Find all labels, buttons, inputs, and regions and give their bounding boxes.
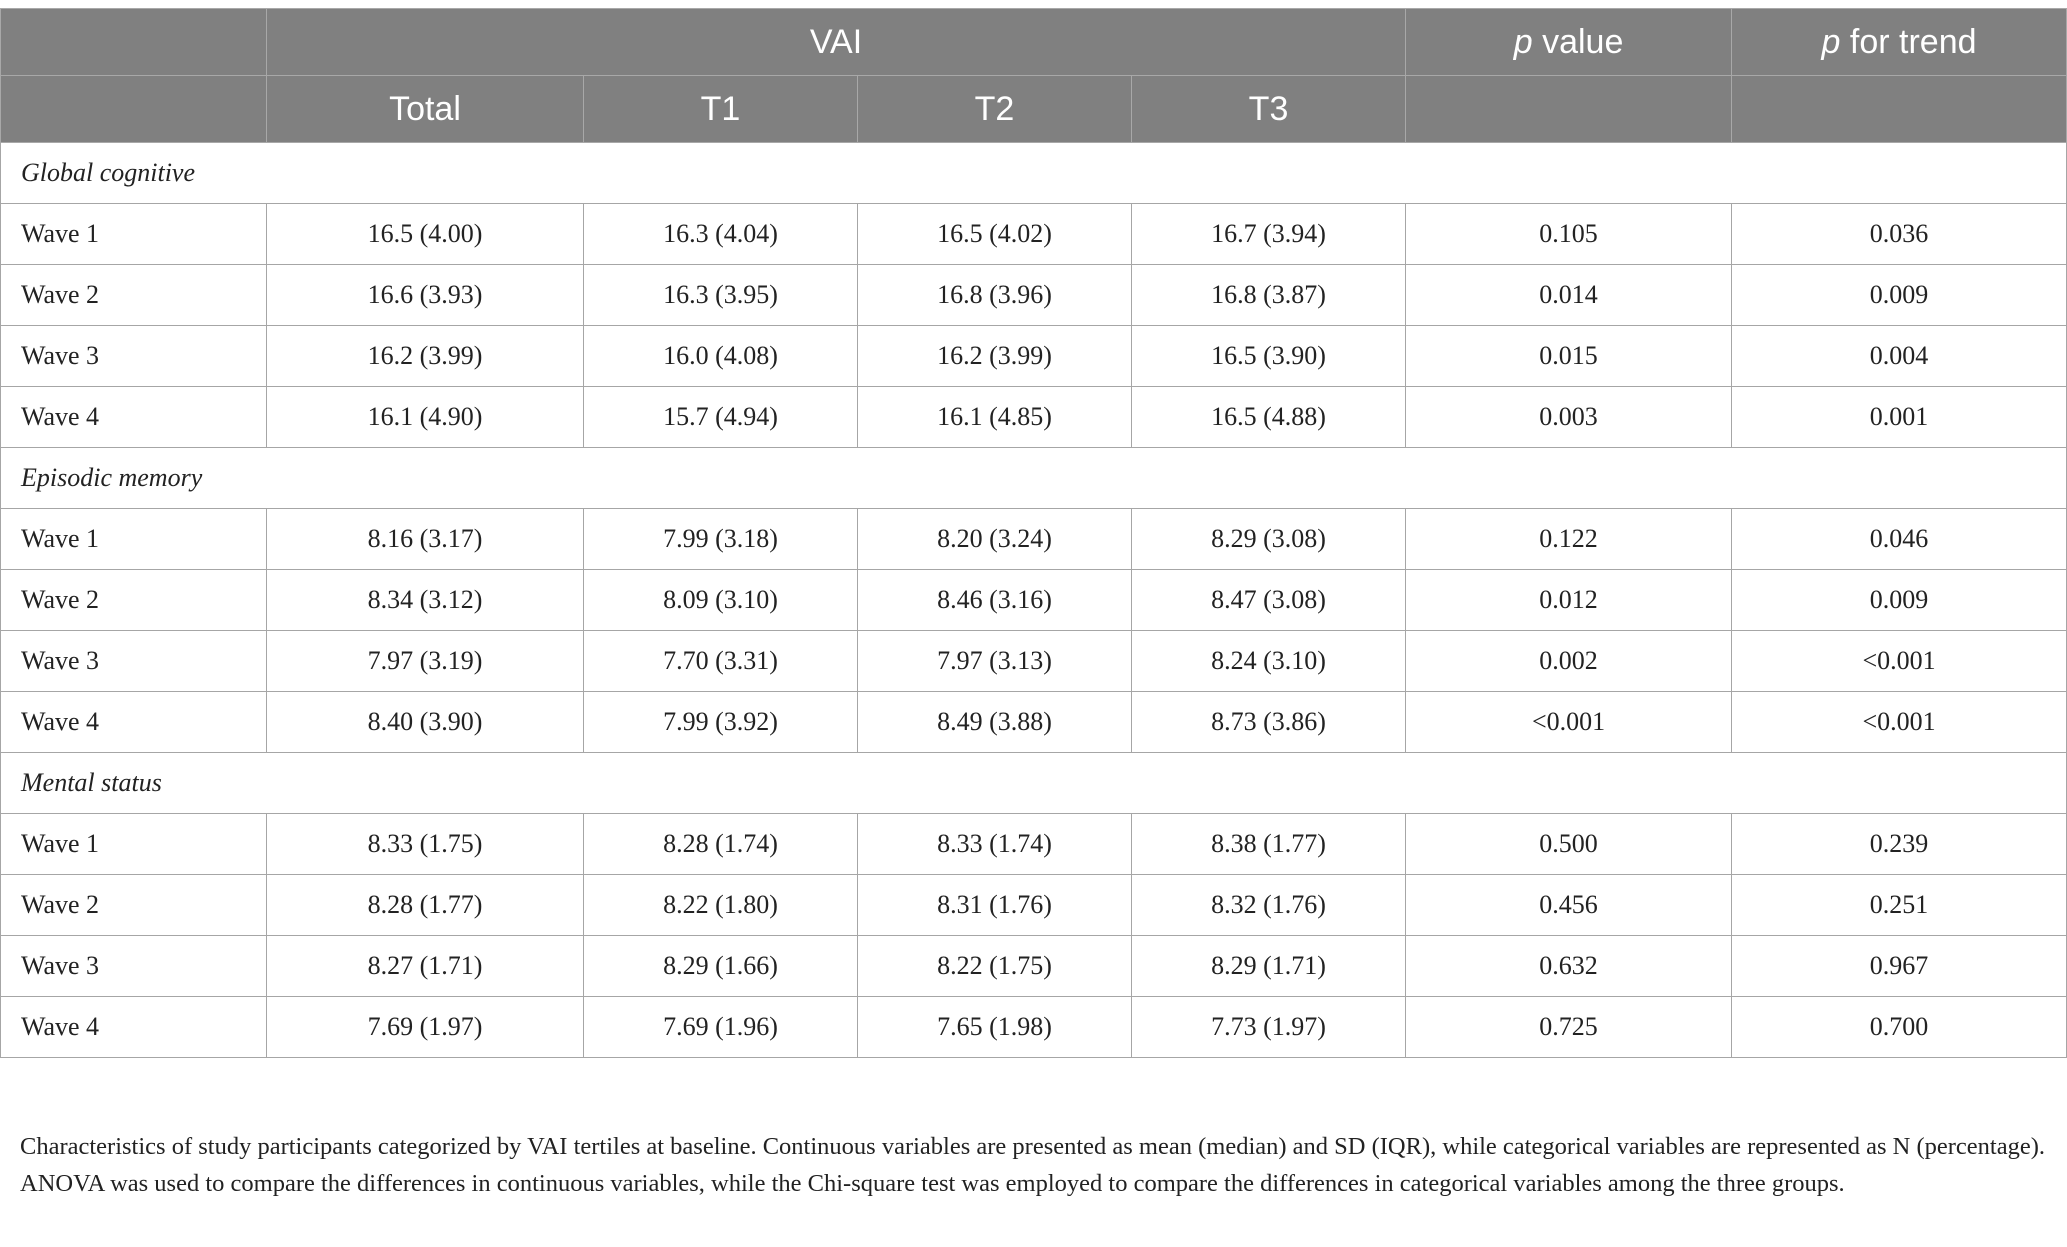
cell-total: 7.97 (3.19) <box>267 631 584 692</box>
cell-p: 0.002 <box>1406 631 1732 692</box>
table-row <box>1 326 2067 387</box>
cell-trend: 0.009 <box>1732 265 2067 326</box>
row-label: Wave 2 <box>1 875 267 936</box>
header-blank-3 <box>1406 76 1732 143</box>
cell-t1: 15.7 (4.94) <box>584 387 858 448</box>
header-vai: VAI <box>267 9 1406 76</box>
cell-t2: 8.31 (1.76) <box>858 875 1132 936</box>
cell-t1: 8.29 (1.66) <box>584 936 858 997</box>
cell-t2: 7.65 (1.98) <box>858 997 1132 1058</box>
table-row <box>1 997 2067 1058</box>
cell-t1: 7.70 (3.31) <box>584 631 858 692</box>
header-row-1 <box>1 9 2067 76</box>
section-row <box>1 143 2067 204</box>
cell-t3: 8.29 (3.08) <box>1132 509 1406 570</box>
header-total: Total <box>267 76 584 143</box>
results-table <box>0 8 2067 1058</box>
header-blank-2 <box>1 76 267 143</box>
header-p-trend-p: p <box>1821 22 1841 61</box>
section-row <box>1 753 2067 814</box>
cell-t2: 16.2 (3.99) <box>858 326 1132 387</box>
table-row <box>1 936 2067 997</box>
cell-t3: 8.32 (1.76) <box>1132 875 1406 936</box>
cell-t1: 16.0 (4.08) <box>584 326 858 387</box>
cell-t3: 8.29 (1.71) <box>1132 936 1406 997</box>
row-label: Wave 4 <box>1 387 267 448</box>
header-t2: T2 <box>858 76 1132 143</box>
section-row <box>1 448 2067 509</box>
cell-total: 8.40 (3.90) <box>267 692 584 753</box>
cell-trend: 0.046 <box>1732 509 2067 570</box>
header-p-value <box>1406 9 1732 76</box>
cell-p: 0.014 <box>1406 265 1732 326</box>
cell-t3: 8.24 (3.10) <box>1132 631 1406 692</box>
cell-t1: 7.99 (3.92) <box>584 692 858 753</box>
cell-total: 8.33 (1.75) <box>267 814 584 875</box>
cell-t3: 8.38 (1.77) <box>1132 814 1406 875</box>
header-p-trend <box>1732 9 2067 76</box>
header-p-value-p: p <box>1513 22 1533 61</box>
cell-t1: 8.22 (1.80) <box>584 875 858 936</box>
row-label: Wave 3 <box>1 936 267 997</box>
section-title: Episodic memory <box>1 448 2067 509</box>
table-row <box>1 265 2067 326</box>
cell-t1: 16.3 (4.04) <box>584 204 858 265</box>
cell-p: 0.105 <box>1406 204 1732 265</box>
cell-p: 0.456 <box>1406 875 1732 936</box>
cell-t1: 16.3 (3.95) <box>584 265 858 326</box>
table-footnote: Characteristics of study participants categorized by VAI tertiles at baseline. Continuous variables are presented as mean (median) and SD (IQR), while categorical variables are represented as N (percentage). ANOVA was used to compare the differences in continuous variables, while the Chi-square test was employed to compare the differences in categorical variables among the three groups. <box>20 1133 2046 1197</box>
cell-t3: 7.73 (1.97) <box>1132 997 1406 1058</box>
row-label: Wave 3 <box>1 631 267 692</box>
cell-trend: 0.251 <box>1732 875 2067 936</box>
cell-t2: 8.22 (1.75) <box>858 936 1132 997</box>
header-blank-4 <box>1732 76 2067 143</box>
cell-total: 7.69 (1.97) <box>267 997 584 1058</box>
table-body <box>1 143 2067 1058</box>
row-label: Wave 2 <box>1 570 267 631</box>
section-title: Global cognitive <box>1 143 2067 204</box>
cell-p: 0.122 <box>1406 509 1732 570</box>
table-row <box>1 631 2067 692</box>
row-label: Wave 1 <box>1 204 267 265</box>
cell-trend: 0.700 <box>1732 997 2067 1058</box>
cell-trend: 0.036 <box>1732 204 2067 265</box>
table-row <box>1 570 2067 631</box>
cell-t3: 16.7 (3.94) <box>1132 204 1406 265</box>
cell-t2: 16.8 (3.96) <box>858 265 1132 326</box>
cell-p: 0.632 <box>1406 936 1732 997</box>
cell-t2: 8.46 (3.16) <box>858 570 1132 631</box>
cell-t3: 16.5 (4.88) <box>1132 387 1406 448</box>
table-row <box>1 875 2067 936</box>
header-p-value-text: value <box>1532 22 1624 61</box>
cell-total: 8.34 (3.12) <box>267 570 584 631</box>
table-row <box>1 204 2067 265</box>
cell-t2: 8.49 (3.88) <box>858 692 1132 753</box>
cell-t3: 16.8 (3.87) <box>1132 265 1406 326</box>
cell-t3: 16.5 (3.90) <box>1132 326 1406 387</box>
header-t1: T1 <box>584 76 858 143</box>
table-row <box>1 814 2067 875</box>
cell-total: 16.6 (3.93) <box>267 265 584 326</box>
row-label: Wave 1 <box>1 509 267 570</box>
cell-total: 16.1 (4.90) <box>267 387 584 448</box>
cell-t2: 16.5 (4.02) <box>858 204 1132 265</box>
cell-p: <0.001 <box>1406 692 1732 753</box>
cell-t1: 8.28 (1.74) <box>584 814 858 875</box>
header-t3: T3 <box>1132 76 1406 143</box>
cell-p: 0.012 <box>1406 570 1732 631</box>
cell-trend: <0.001 <box>1732 631 2067 692</box>
cell-trend: 0.001 <box>1732 387 2067 448</box>
table-row <box>1 509 2067 570</box>
cell-total: 8.16 (3.17) <box>267 509 584 570</box>
cell-trend: 0.004 <box>1732 326 2067 387</box>
row-label: Wave 4 <box>1 997 267 1058</box>
cell-p: 0.725 <box>1406 997 1732 1058</box>
row-label: Wave 4 <box>1 692 267 753</box>
cell-t2: 8.33 (1.74) <box>858 814 1132 875</box>
cell-total: 8.28 (1.77) <box>267 875 584 936</box>
cell-t1: 8.09 (3.10) <box>584 570 858 631</box>
row-label: Wave 2 <box>1 265 267 326</box>
cell-t3: 8.73 (3.86) <box>1132 692 1406 753</box>
cell-t1: 7.99 (3.18) <box>584 509 858 570</box>
cell-t2: 7.97 (3.13) <box>858 631 1132 692</box>
cell-t2: 8.20 (3.24) <box>858 509 1132 570</box>
cell-total: 16.5 (4.00) <box>267 204 584 265</box>
cell-total: 8.27 (1.71) <box>267 936 584 997</box>
cell-t1: 7.69 (1.96) <box>584 997 858 1058</box>
table-header <box>1 9 2067 143</box>
table-container <box>0 8 2067 1058</box>
cell-trend: 0.967 <box>1732 936 2067 997</box>
section-title: Mental status <box>1 753 2067 814</box>
cell-trend: <0.001 <box>1732 692 2067 753</box>
table-row <box>1 387 2067 448</box>
row-label: Wave 3 <box>1 326 267 387</box>
cell-p: 0.500 <box>1406 814 1732 875</box>
header-blank <box>1 9 267 76</box>
header-p-trend-text: for trend <box>1840 22 1977 61</box>
cell-p: 0.003 <box>1406 387 1732 448</box>
row-label: Wave 1 <box>1 814 267 875</box>
cell-trend: 0.239 <box>1732 814 2067 875</box>
cell-total: 16.2 (3.99) <box>267 326 584 387</box>
cell-t2: 16.1 (4.85) <box>858 387 1132 448</box>
table-row <box>1 692 2067 753</box>
cell-trend: 0.009 <box>1732 570 2067 631</box>
cell-p: 0.015 <box>1406 326 1732 387</box>
cell-t3: 8.47 (3.08) <box>1132 570 1406 631</box>
header-row-2 <box>1 76 2067 143</box>
